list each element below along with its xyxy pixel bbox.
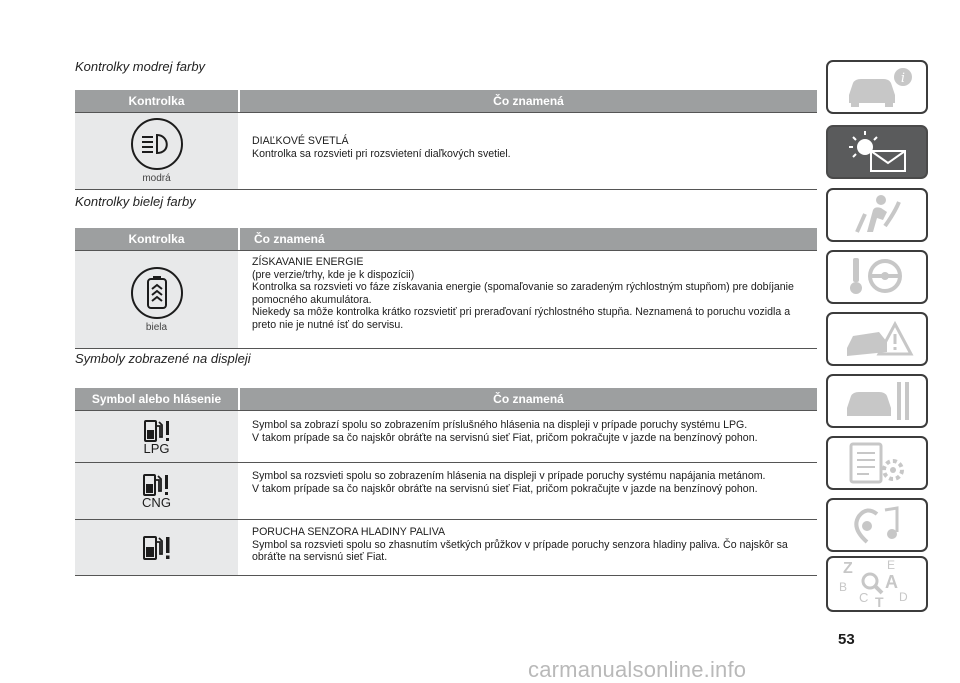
fuel-type-label: CNG	[142, 495, 171, 510]
meaning-cell	[240, 463, 817, 519]
sidebar-tab-multimedia[interactable]	[826, 498, 928, 552]
fuel-lpg-warning-icon	[143, 419, 171, 455]
sidebar-tab-warning-lights[interactable]	[826, 125, 928, 179]
icon-cell	[75, 251, 238, 348]
section-title-white: Kontrolky bielej farby	[75, 194, 196, 209]
sidebar-tab-emergency[interactable]	[826, 312, 928, 366]
header-col-symbol: Symbol alebo hlásenie	[75, 388, 238, 410]
index-letter: T	[875, 594, 884, 610]
sidebar-tab-technical-data[interactable]	[826, 436, 928, 490]
blue-warning-table	[75, 90, 817, 190]
fuel-cng-warning-icon	[142, 473, 171, 509]
header-col-kontrolka: Kontrolka	[75, 228, 238, 250]
fuel-type-label: LPG	[143, 440, 170, 456]
watermark: carmanualsonline.info	[528, 657, 747, 682]
index-letter: E	[887, 558, 896, 572]
table-row	[75, 519, 817, 575]
table-header	[75, 90, 817, 112]
meaning-line: V takom prípade sa čo najskôr obráťte na servisnú sieť Fiat, pričom pokračujte v jazde na benzínový pohon.	[252, 431, 758, 444]
index-letter: C	[859, 590, 869, 605]
icon-color-label: biela	[145, 321, 168, 333]
meaning-line: ZÍSKAVANIE ENERGIE	[252, 256, 364, 268]
white-warning-table	[75, 228, 817, 349]
icon-cell	[75, 411, 238, 462]
header-col-meaning: Čo znamená	[240, 228, 817, 250]
table-header	[75, 388, 817, 410]
magnifier-icon	[859, 570, 885, 596]
meaning-line: Niekedy sa môže kontrolka krátko rozsvietiť pri preraďovaní rýchlostného stupňa. Neznamená to poruchu vozidla a preto nie je nutné ísť do servisu.	[252, 306, 791, 331]
car-accident-warning-icon	[837, 316, 917, 362]
meaning-line: DIAĽKOVÉ SVETLÁ	[252, 135, 349, 147]
meaning-cell	[240, 411, 817, 462]
sidebar-tab-start-drive[interactable]	[826, 250, 928, 304]
meaning-line: Symbol sa zobrazí spolu so zobrazením príslušného hlásenia na displeji v prípade poruchy systému LPG.	[252, 419, 748, 431]
energy-recovery-icon	[131, 267, 183, 319]
alphabetical-index-icon	[837, 560, 917, 608]
meaning-cell	[240, 113, 817, 189]
sidebar-tab-safety[interactable]	[826, 188, 928, 242]
index-letter: A	[885, 572, 898, 592]
meaning-line: V takom prípade sa čo najskôr obráťte na servisnú sieť Fiat, pričom pokračujte v jazde na benzínový pohon.	[252, 482, 758, 495]
meaning-line: PORUCHA SENZORA HLADINY PALIVA	[252, 526, 446, 538]
header-col-meaning: Čo znamená	[240, 90, 817, 112]
sidebar-tab-car-info[interactable]	[826, 60, 928, 114]
multimedia-navigation-icon	[837, 502, 917, 548]
meaning-line: Symbol sa rozsvieti spolu so zobrazením hlásenia na displeji v prípade poruchy systému napájania metánom.	[252, 470, 766, 482]
svg-text:i: i	[900, 71, 906, 86]
icon-color-label: modrá	[142, 173, 171, 184]
table-row	[75, 410, 817, 462]
header-col-kontrolka: Kontrolka	[75, 90, 238, 112]
fuel-level-sensor-warning-icon	[142, 535, 172, 561]
table-row	[75, 112, 817, 189]
display-symbols-table	[75, 388, 817, 576]
warning-lights-message-icon	[837, 129, 917, 175]
table-header	[75, 228, 817, 250]
meaning-line: (pre verzie/trhy, kde je k dispozícii)	[252, 268, 415, 281]
safety-seat-airbag-icon	[837, 192, 917, 238]
index-letter: D	[899, 590, 908, 604]
index-letter: Z	[843, 560, 853, 577]
index-letter: B	[839, 580, 848, 594]
table-row	[75, 250, 817, 348]
car-service-tools-icon	[837, 378, 917, 424]
table-row	[75, 462, 817, 519]
meaning-cell	[240, 251, 817, 348]
sidebar-tab-maintenance[interactable]	[826, 374, 928, 428]
key-steering-wheel-icon	[837, 254, 917, 300]
icon-cell	[75, 520, 238, 575]
icon-cell	[75, 463, 238, 519]
icon-cell	[75, 113, 238, 189]
sidebar-tab-index[interactable]	[826, 556, 928, 612]
technical-data-icon	[837, 440, 917, 486]
page-number: 53	[838, 631, 855, 648]
meaning-line: Kontrolka sa rozsvieti vo fáze získavania energie (spomaľovanie so zaradeným rýchlostným stupňom) pre dobíjanie pomocného akumulátora.	[252, 281, 794, 306]
meaning-line: Kontrolka sa rozsvieti pri rozsvietení diaľkových svetiel.	[252, 147, 511, 160]
section-title-blue: Kontrolky modrej farby	[75, 59, 206, 74]
high-beam-icon	[131, 118, 183, 170]
car-info-icon	[837, 65, 917, 109]
section-title-display: Symboly zobrazené na displeji	[75, 351, 251, 366]
meaning-cell	[240, 520, 817, 575]
header-col-meaning: Čo znamená	[240, 388, 817, 410]
meaning-line: Symbol sa rozsvieti spolu so zhasnutím všetkých průžkov v prípade poruchy senzora hladiny paliva. Čo najskôr sa obráťte na servisnú sieť Fiat.	[252, 538, 788, 563]
